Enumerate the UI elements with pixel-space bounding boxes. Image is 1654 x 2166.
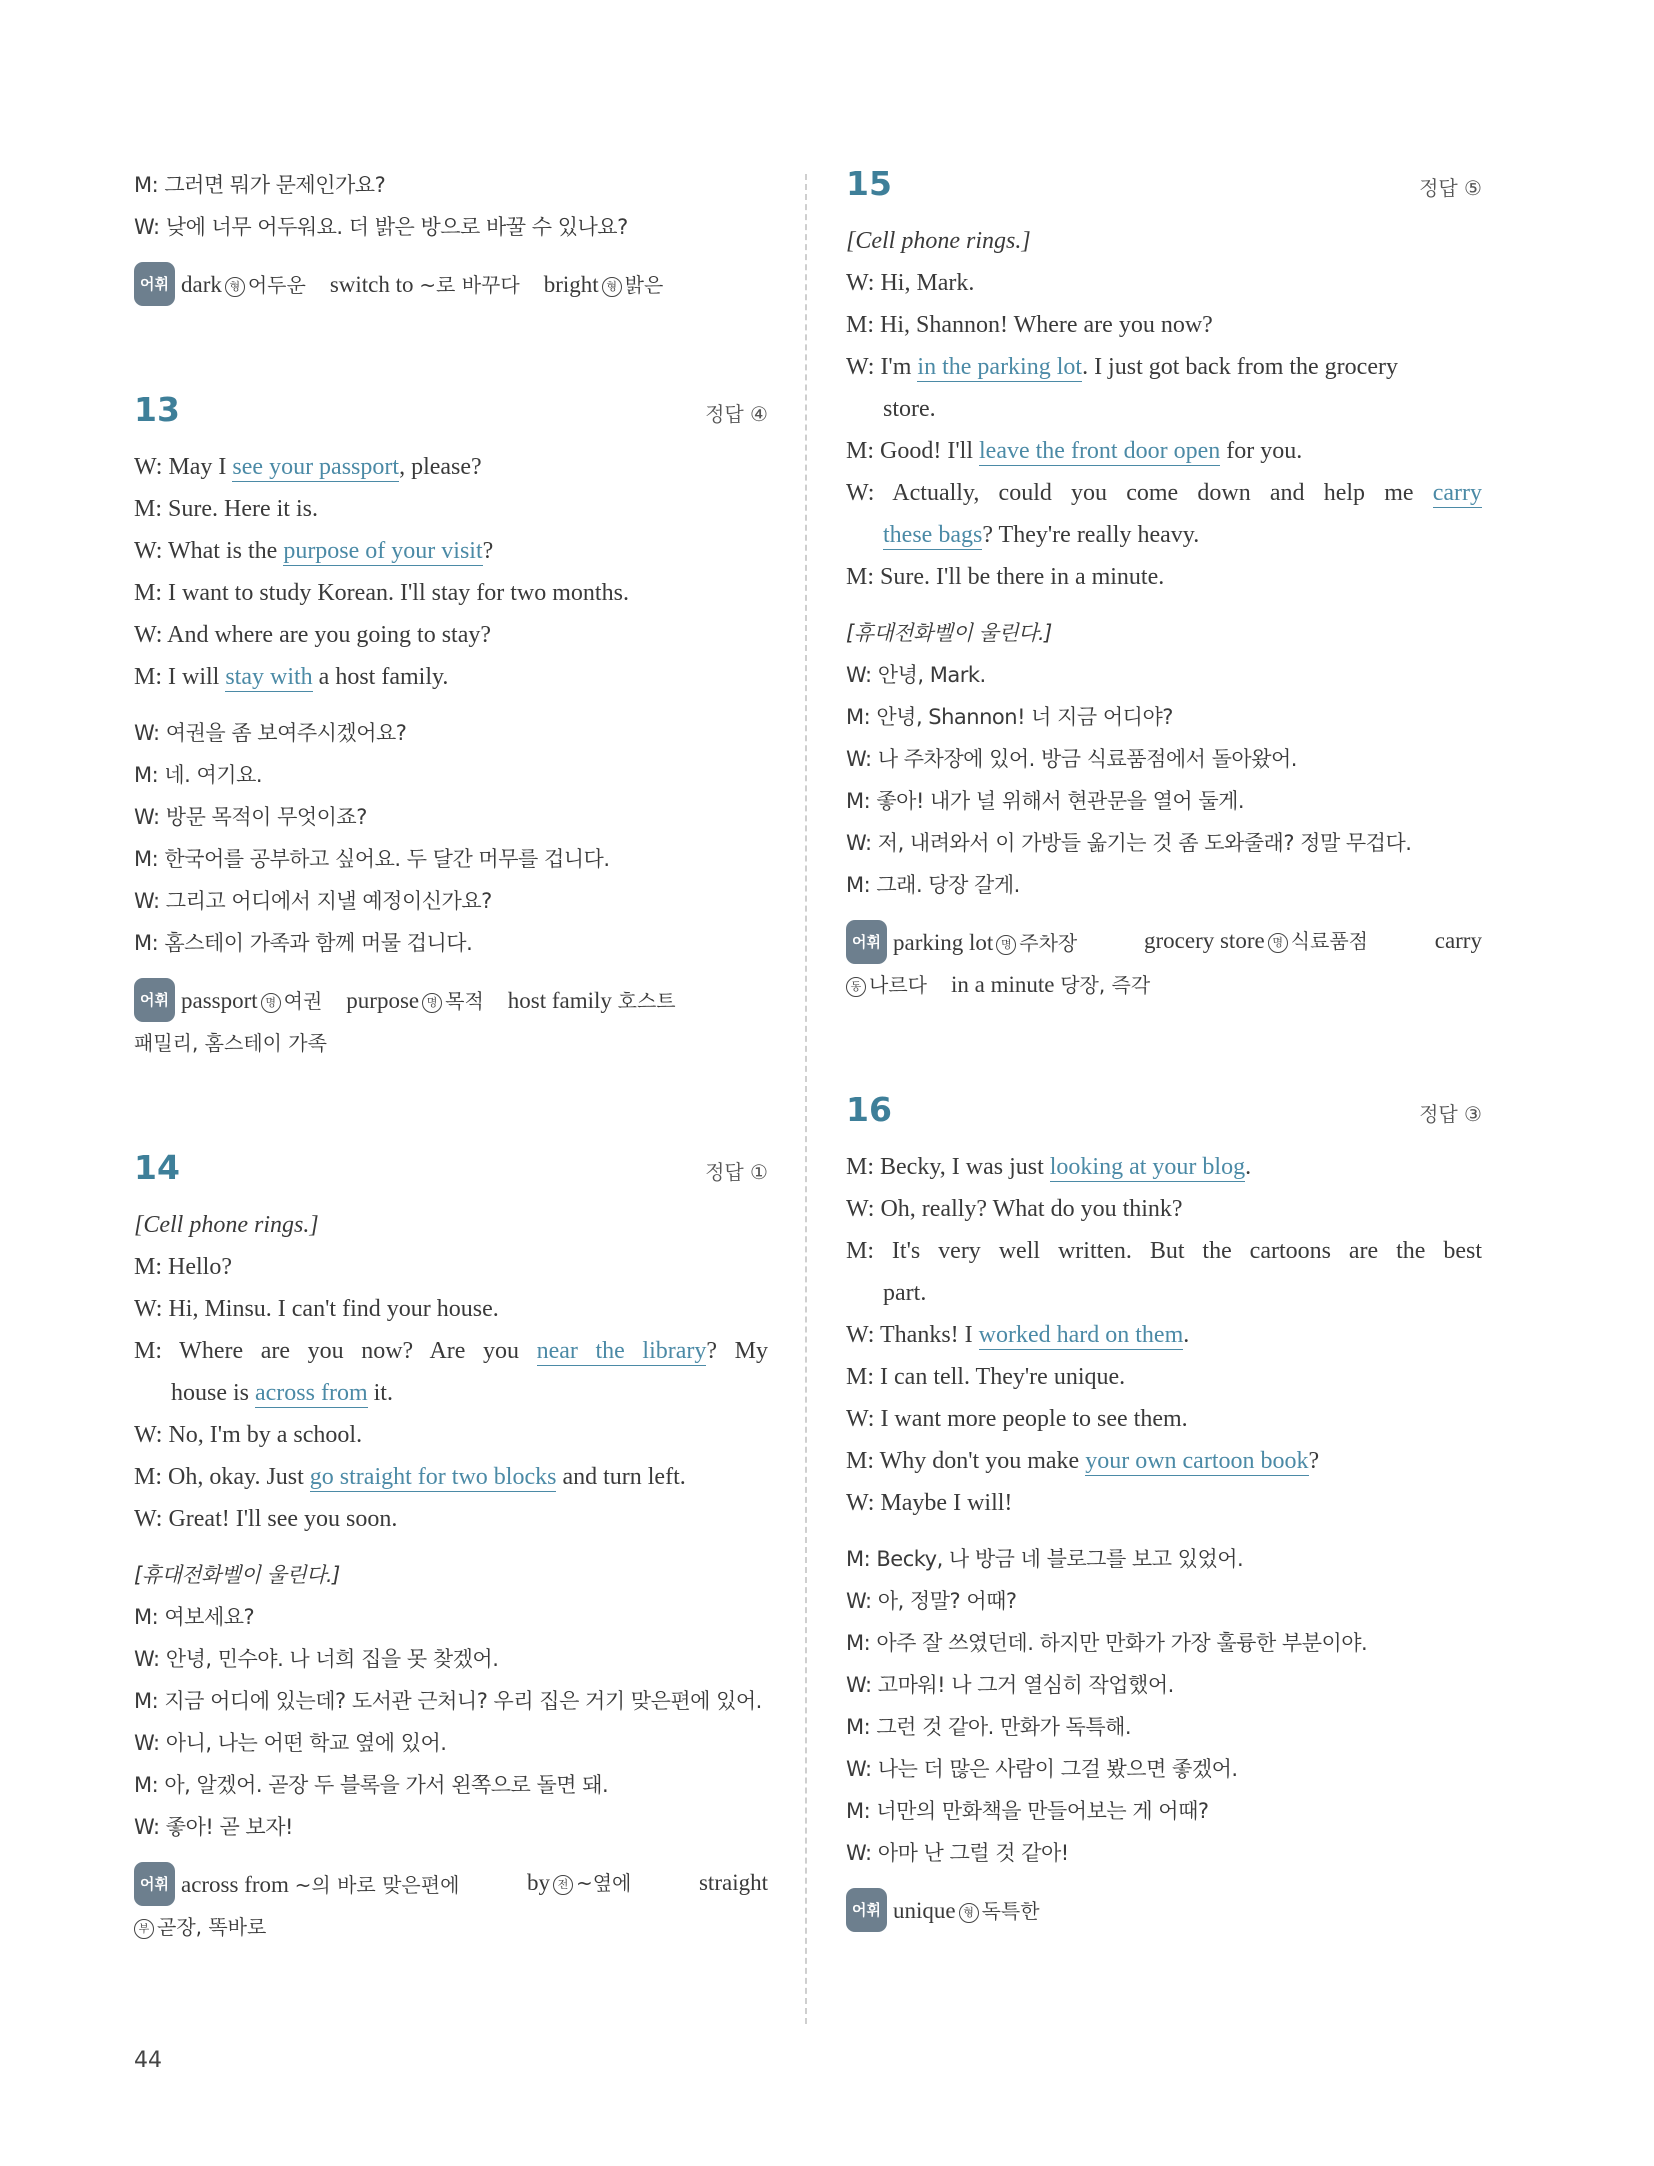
translation-line: W: 여권을 좀 보여주시겠어요?: [134, 721, 407, 745]
dialogue-line: M: I want to study Korean. I'll stay for two months.: [134, 580, 629, 606]
dialogue-line: M: Good! I'll leave the front door open for you.: [846, 438, 1303, 464]
pos-mark: 명: [422, 993, 442, 1013]
dialogue-line: house is across from it.: [171, 1380, 393, 1406]
pos-mark: 형: [225, 277, 245, 297]
vocab-badge: 어휘: [846, 1888, 887, 1932]
vocab-box-cont: 부 곧장, 똑바로: [134, 1906, 768, 1948]
translation-line: M: 여보세요?: [134, 1605, 255, 1629]
page-number: 44: [134, 2048, 162, 2073]
translation-line: M: 그래. 당장 갈게.: [846, 873, 1020, 897]
vocab-box: 어휘 passport 명 여권 purpose 명 목적 host family 호스트: [134, 978, 768, 1022]
translation-line: M: Becky, 나 방금 네 블로그를 보고 있었어.: [846, 1547, 1244, 1571]
vocab-ko: 어두운: [247, 273, 306, 297]
dialogue-line: M: Hello?: [134, 1254, 232, 1280]
stage-direction: [Cell phone rings.]: [134, 1212, 319, 1238]
vocab-box-cont: 패밀리, 홈스테이 가족: [134, 1031, 327, 1055]
pos-mark: 형: [602, 277, 622, 297]
dialogue-line: W: Thanks! I worked hard on them.: [846, 1322, 1190, 1348]
vocab-badge: 어휘: [134, 1862, 175, 1906]
translation-line: M: 홈스테이 가족과 함께 머물 겁니다.: [134, 931, 473, 955]
pos-mark: 명: [1268, 933, 1288, 953]
question-header: [134, 390, 768, 446]
key-phrase: looking at your blog: [1049, 1154, 1246, 1180]
question-header: [846, 1090, 1482, 1146]
dialogue-line: W: Great! I'll see you soon.: [134, 1506, 398, 1532]
dialogue-line: W: No, I'm by a school.: [134, 1422, 363, 1448]
translation-line: W: 그리고 어디에서 지낼 예정이신가요?: [134, 889, 492, 913]
vocab-en: bright: [543, 272, 599, 297]
dialogue-line: W: I want more people to see them.: [846, 1406, 1188, 1432]
vocab-ko: ~로 바꾸다: [419, 273, 520, 297]
pos-mark: 명: [261, 993, 281, 1013]
translation-line: W: 나는 더 많은 사람이 그걸 봤으면 좋겠어.: [846, 1757, 1238, 1781]
translation-line: M: 그런 것 같아. 만화가 독특해.: [846, 1715, 1132, 1739]
vocab-badge: 어휘: [134, 978, 175, 1022]
dialogue-line: M: I will stay with a host family.: [134, 664, 449, 690]
vocab-badge: 어휘: [846, 920, 887, 964]
dialogue-line: W: Hi, Mark.: [846, 270, 975, 296]
translation-line: M: 아, 알겠어. 곧장 두 블록을 가서 왼쪽으로 돌면 돼.: [134, 1773, 609, 1797]
dialogue-line: part.: [883, 1280, 927, 1306]
vocab-box: [134, 262, 768, 306]
translation-line: M: 지금 어디에 있는데? 도서관 근처니? 우리 집은 거기 맞은편에 있어.: [134, 1689, 762, 1713]
dialogue-line: W: And where are you going to stay?: [134, 622, 492, 648]
question-number: 15: [846, 164, 892, 203]
column-divider: [805, 174, 807, 2024]
translation-line: W: 안녕, 민수야. 나 너희 집을 못 찾겠어.: [134, 1647, 499, 1671]
answer-label: 정답 ④: [705, 402, 768, 426]
vocab-box-cont: 동 나르다 in a minute 당장, 즉각: [846, 964, 1482, 1006]
dialogue-line: W: May I see your passport, please?: [134, 454, 482, 480]
pos-mark: 전: [553, 1875, 573, 1895]
dialogue-line: M: Sure. Here it is.: [134, 496, 318, 522]
key-phrase: leave the front door open: [979, 438, 1221, 464]
question-number: 14: [134, 1148, 180, 1187]
translation-line: W: 좋아! 곧 보자!: [134, 1815, 293, 1839]
dialogue-line: W: What is the purpose of your visit?: [134, 538, 494, 564]
translation-line: M: 좋아! 내가 널 위해서 현관문을 열어 둘게.: [846, 789, 1245, 813]
key-phrase: these bags: [883, 522, 983, 548]
translation-line: M: 한국어를 공부하고 싶어요. 두 달간 머무를 겁니다.: [134, 847, 610, 871]
key-phrase: near the library: [536, 1338, 707, 1364]
translation-line: W: 아마 난 그럴 것 같아!: [846, 1841, 1069, 1865]
stage-direction: [Cell phone rings.]: [846, 228, 1031, 254]
dialogue-line: W: I'm in the parking lot. I just got back from the grocery: [846, 354, 1398, 380]
pos-mark: 명: [996, 935, 1016, 955]
key-phrase: across from: [255, 1380, 368, 1406]
dialogue-line: M: Why don't you make your own cartoon book?: [846, 1448, 1320, 1474]
dialogue-line: W: Hi, Minsu. I can't find your house.: [134, 1296, 499, 1322]
vocab-box: 어휘 parking lot 명 주차장 grocery store 명 식료품점 carry: [846, 920, 1482, 964]
key-phrase: see your passport: [232, 454, 400, 480]
prev-question-tail: [134, 164, 768, 306]
key-phrase: carry: [1432, 480, 1482, 506]
dialogue-line: W: Maybe I will!: [846, 1490, 1013, 1516]
dialogue-line: these bags? They're really heavy.: [883, 522, 1200, 548]
answer-label: 정답 ③: [1419, 1102, 1482, 1126]
dialogue-line: M: It's very well written. But the cartoons are the best: [846, 1238, 1482, 1264]
translation-line: M: 안녕, Shannon! 너 지금 어디야?: [846, 705, 1173, 729]
dialogue-line: M: Hi, Shannon! Where are you now?: [846, 312, 1213, 338]
pos-mark: 동: [846, 977, 866, 997]
translation-line: W: 아니, 나는 어떤 학교 옆에 있어.: [134, 1731, 447, 1755]
key-phrase: your own cartoon book: [1085, 1448, 1309, 1474]
dialogue-line: M: Becky, I was just looking at your blog.: [846, 1154, 1252, 1180]
translation-line: W: 방문 목적이 무엇이죠?: [134, 805, 367, 829]
question-15: [846, 164, 1482, 1006]
question-16: [846, 1090, 1482, 1932]
answer-label: 정답 ①: [705, 1160, 768, 1184]
stage-direction: [휴대전화벨이 울린다.]: [134, 1563, 340, 1587]
translation-line: M: 아주 잘 쓰였던데. 하지만 만화가 가장 훌륭한 부분이야.: [846, 1631, 1368, 1655]
pos-mark: 부: [134, 1919, 154, 1939]
vocab-ko: 밝은: [624, 273, 664, 297]
key-phrase: purpose of your visit: [283, 538, 483, 564]
vocab-box: 어휘 unique 형 독특한: [846, 1888, 1482, 1932]
dialogue-line: M: Sure. I'll be there in a minute.: [846, 564, 1165, 590]
translation-line: W: 저, 내려와서 이 가방들 옮기는 것 좀 도와줄래? 정말 무겁다.: [846, 831, 1412, 855]
dialogue-line: M: Where are you now? Are you near the library? My: [134, 1338, 768, 1364]
translation-line: M: 네. 여기요.: [134, 763, 263, 787]
key-phrase: worked hard on them: [978, 1322, 1184, 1348]
answer-label: 정답 ⑤: [1419, 176, 1482, 200]
question-number: 16: [846, 1090, 892, 1129]
stage-direction: [휴대전화벨이 울린다.]: [846, 621, 1052, 645]
vocab-badge: 어휘: [134, 262, 175, 306]
question-header: [134, 1148, 768, 1204]
translation-line: W: 아, 정말? 어때?: [846, 1589, 1017, 1613]
translation-line: W: 나 주차장에 있어. 방금 식료품점에서 돌아왔어.: [846, 747, 1297, 771]
question-14: [134, 1148, 768, 1948]
dialogue-line: M: I can tell. They're unique.: [846, 1364, 1126, 1390]
dialogue-line: store.: [883, 396, 936, 422]
question-header: [846, 164, 1482, 220]
key-phrase: in the parking lot: [917, 354, 1083, 380]
vocab-en: dark: [180, 272, 222, 297]
translation-line: W: 고마워! 나 그거 열심히 작업했어.: [846, 1673, 1174, 1697]
pos-mark: 형: [959, 1903, 979, 1923]
vocab-box: 어휘 across from ~의 바로 맞은편에 by 전 ~옆에 straight: [134, 1862, 768, 1906]
dialogue-line: M: Oh, okay. Just go straight for two blocks and turn left.: [134, 1464, 686, 1490]
translation-line: M: 너만의 만화책을 만들어보는 게 어때?: [846, 1799, 1209, 1823]
vocab-en: switch to: [329, 272, 414, 297]
question-13: [134, 390, 768, 1064]
translation-line: W: 안녕, Mark.: [846, 663, 986, 687]
dialogue-line: M: 그러면 뭐가 문제인가요?: [134, 173, 386, 197]
dialogue-line: W: 낮에 너무 어두워요. 더 밝은 방으로 바꿀 수 있나요?: [134, 215, 628, 239]
dialogue-line: W: Actually, could you come down and help me carry: [846, 480, 1482, 506]
key-phrase: go straight for two blocks: [309, 1464, 557, 1490]
key-phrase: stay with: [225, 664, 313, 690]
dialogue-line: W: Oh, really? What do you think?: [846, 1196, 1183, 1222]
question-number: 13: [134, 390, 180, 429]
